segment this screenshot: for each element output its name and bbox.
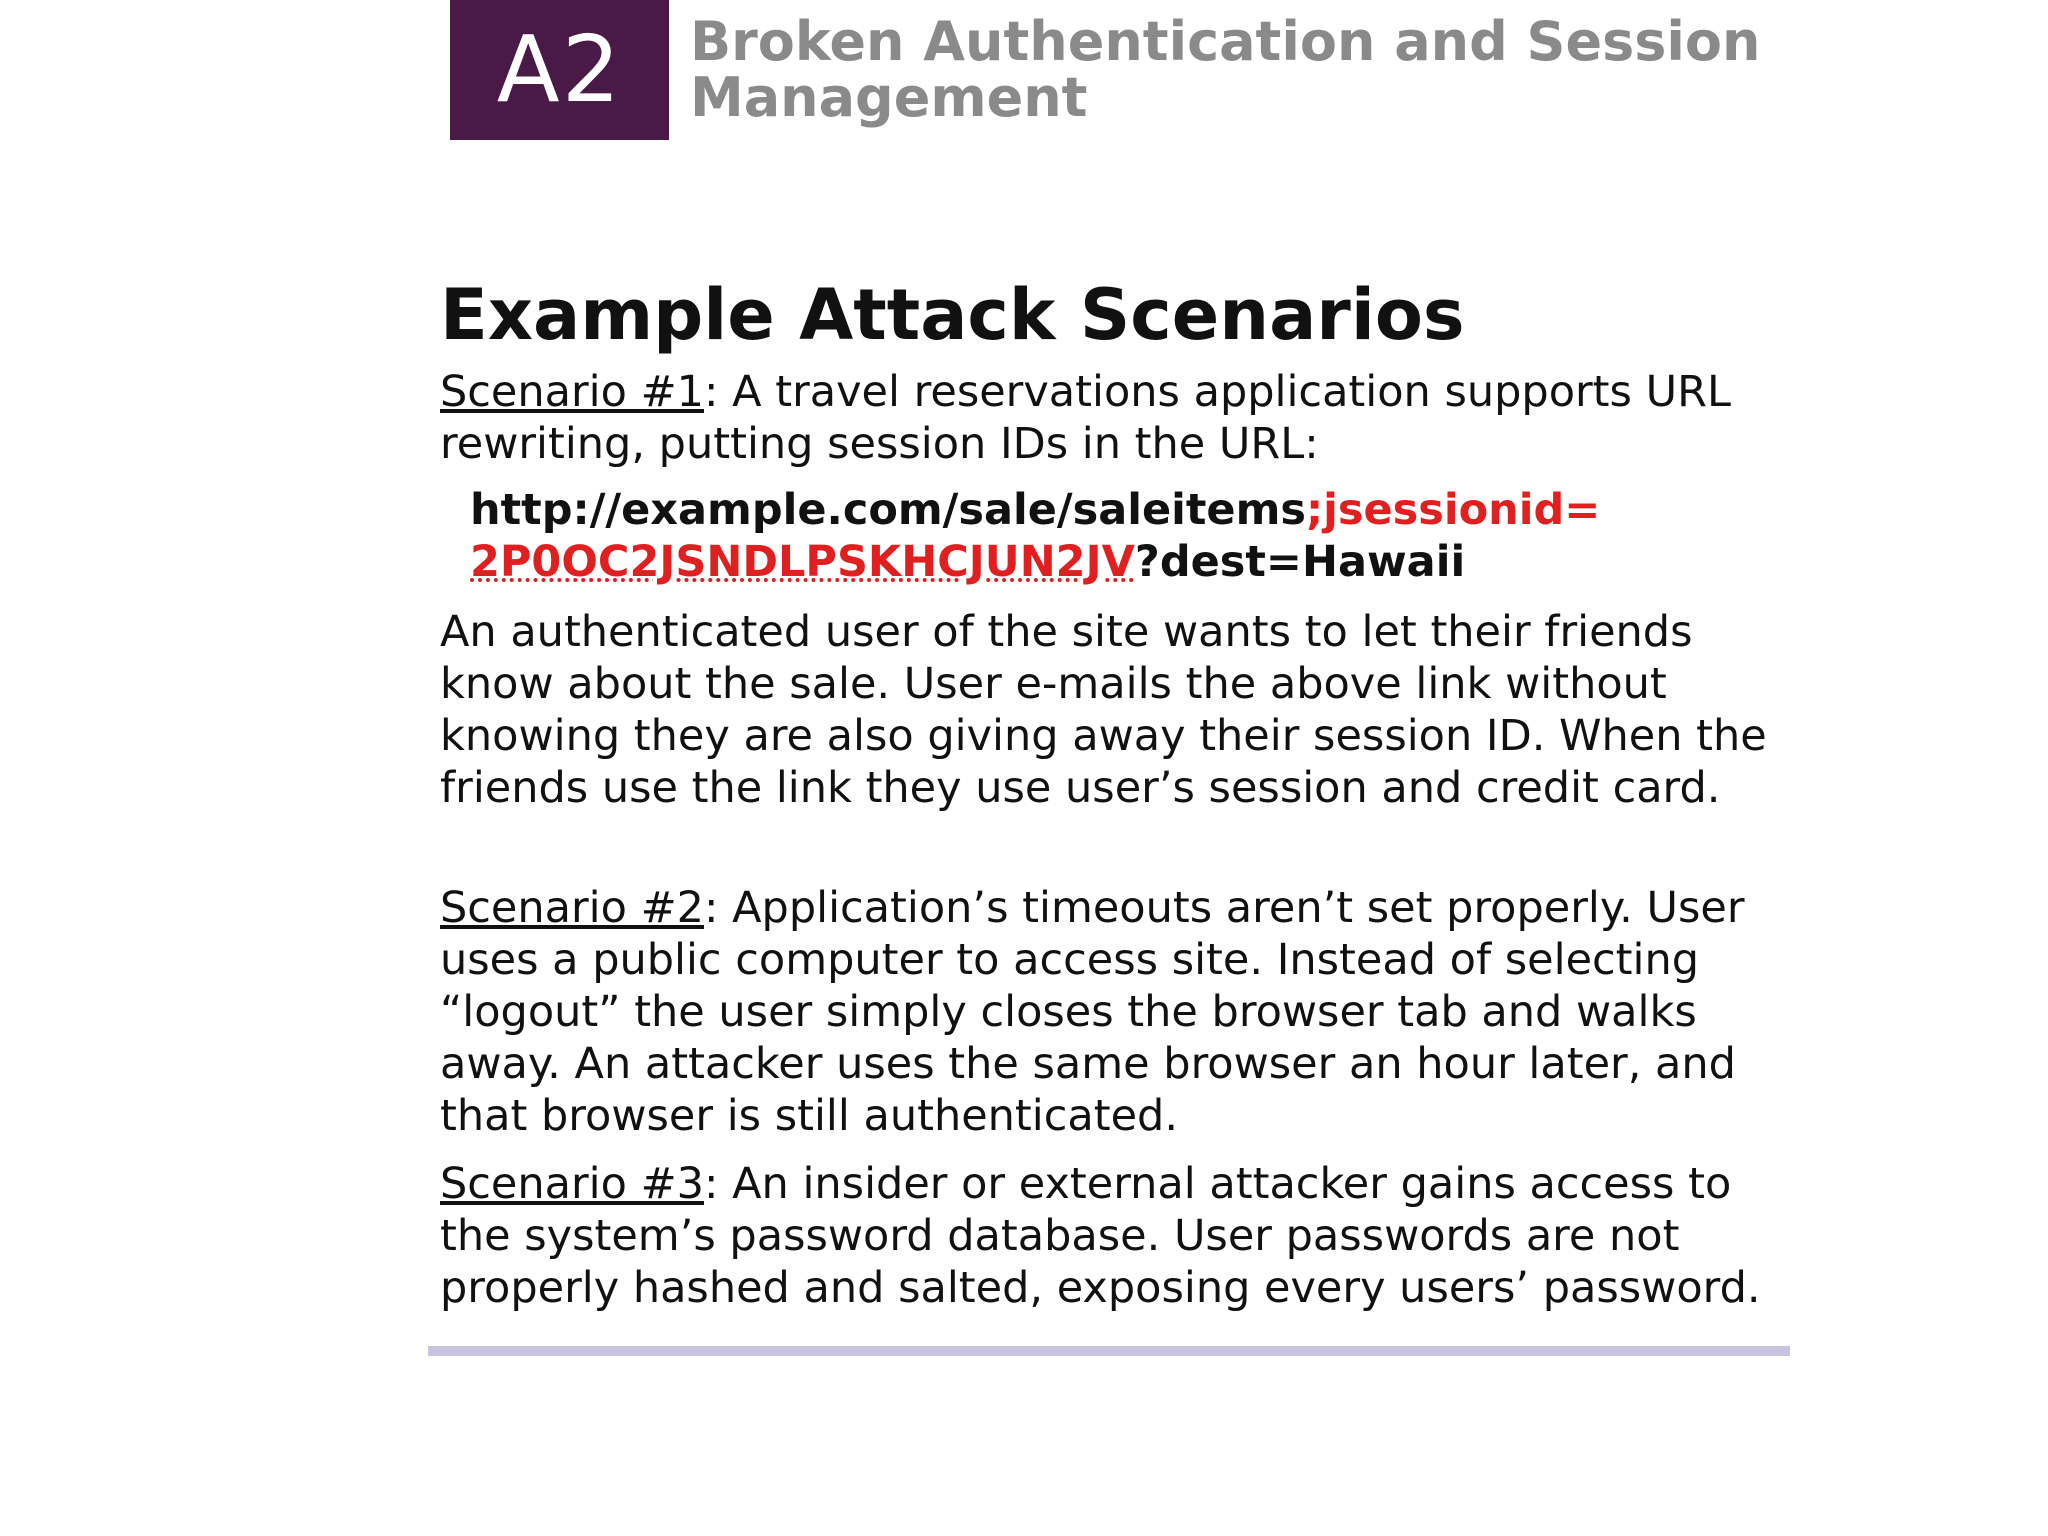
scenario-1-paragraph xyxy=(440,366,1800,470)
page-title: Example Attack Scenarios xyxy=(440,274,1465,356)
scenario-1-followup: An authenticated user of the site wants to let their friends know about the sale. User e-mails the above link without knowing they are also giving away their session ID. When the friends use the link they use user’s session and credit card. xyxy=(440,607,1767,813)
scenario-3-label: Scenario #3 xyxy=(440,1159,704,1209)
scenario-2-text: : Application’s timeouts aren’t set properly. User uses a public computer to access site. Instead of selecting “logout” the user simply closes the browser tab and walks away. An attacker uses the same browser an hour later, and that browser is still authenticated. xyxy=(440,883,1745,1141)
section-badge xyxy=(450,0,669,140)
scenario-2-paragraph xyxy=(440,882,1800,1142)
scenario-3-paragraph xyxy=(440,1158,1800,1314)
badge-label: A2 xyxy=(496,16,623,123)
url-session-key: ;jsessionid= xyxy=(1305,485,1601,535)
header-title-line2: Management xyxy=(690,66,1088,129)
footer-rule xyxy=(428,1346,1790,1356)
scenario-3-text: : An insider or external attacker gains access to the system’s password database. User passwords are not properly hashed and salted, exposing every users’ password. xyxy=(440,1159,1761,1313)
scenario-1-text: : A travel reservations application supports URL rewriting, putting session IDs in the URL: xyxy=(440,367,1731,469)
url-base: http://example.com/sale/saleitems xyxy=(470,485,1306,535)
slide-header-title xyxy=(690,10,1990,129)
scenario-1-label: Scenario #1 xyxy=(440,367,704,417)
url-query: ?dest=Hawaii xyxy=(1134,537,1466,587)
header-title-line1: Broken Authentication and Session xyxy=(690,10,1761,73)
scenario-2-label: Scenario #2 xyxy=(440,883,704,933)
url-session-id: 2P0OC2JSNDLPSKHCJUN2JV xyxy=(470,537,1135,587)
example-url xyxy=(470,484,1770,588)
